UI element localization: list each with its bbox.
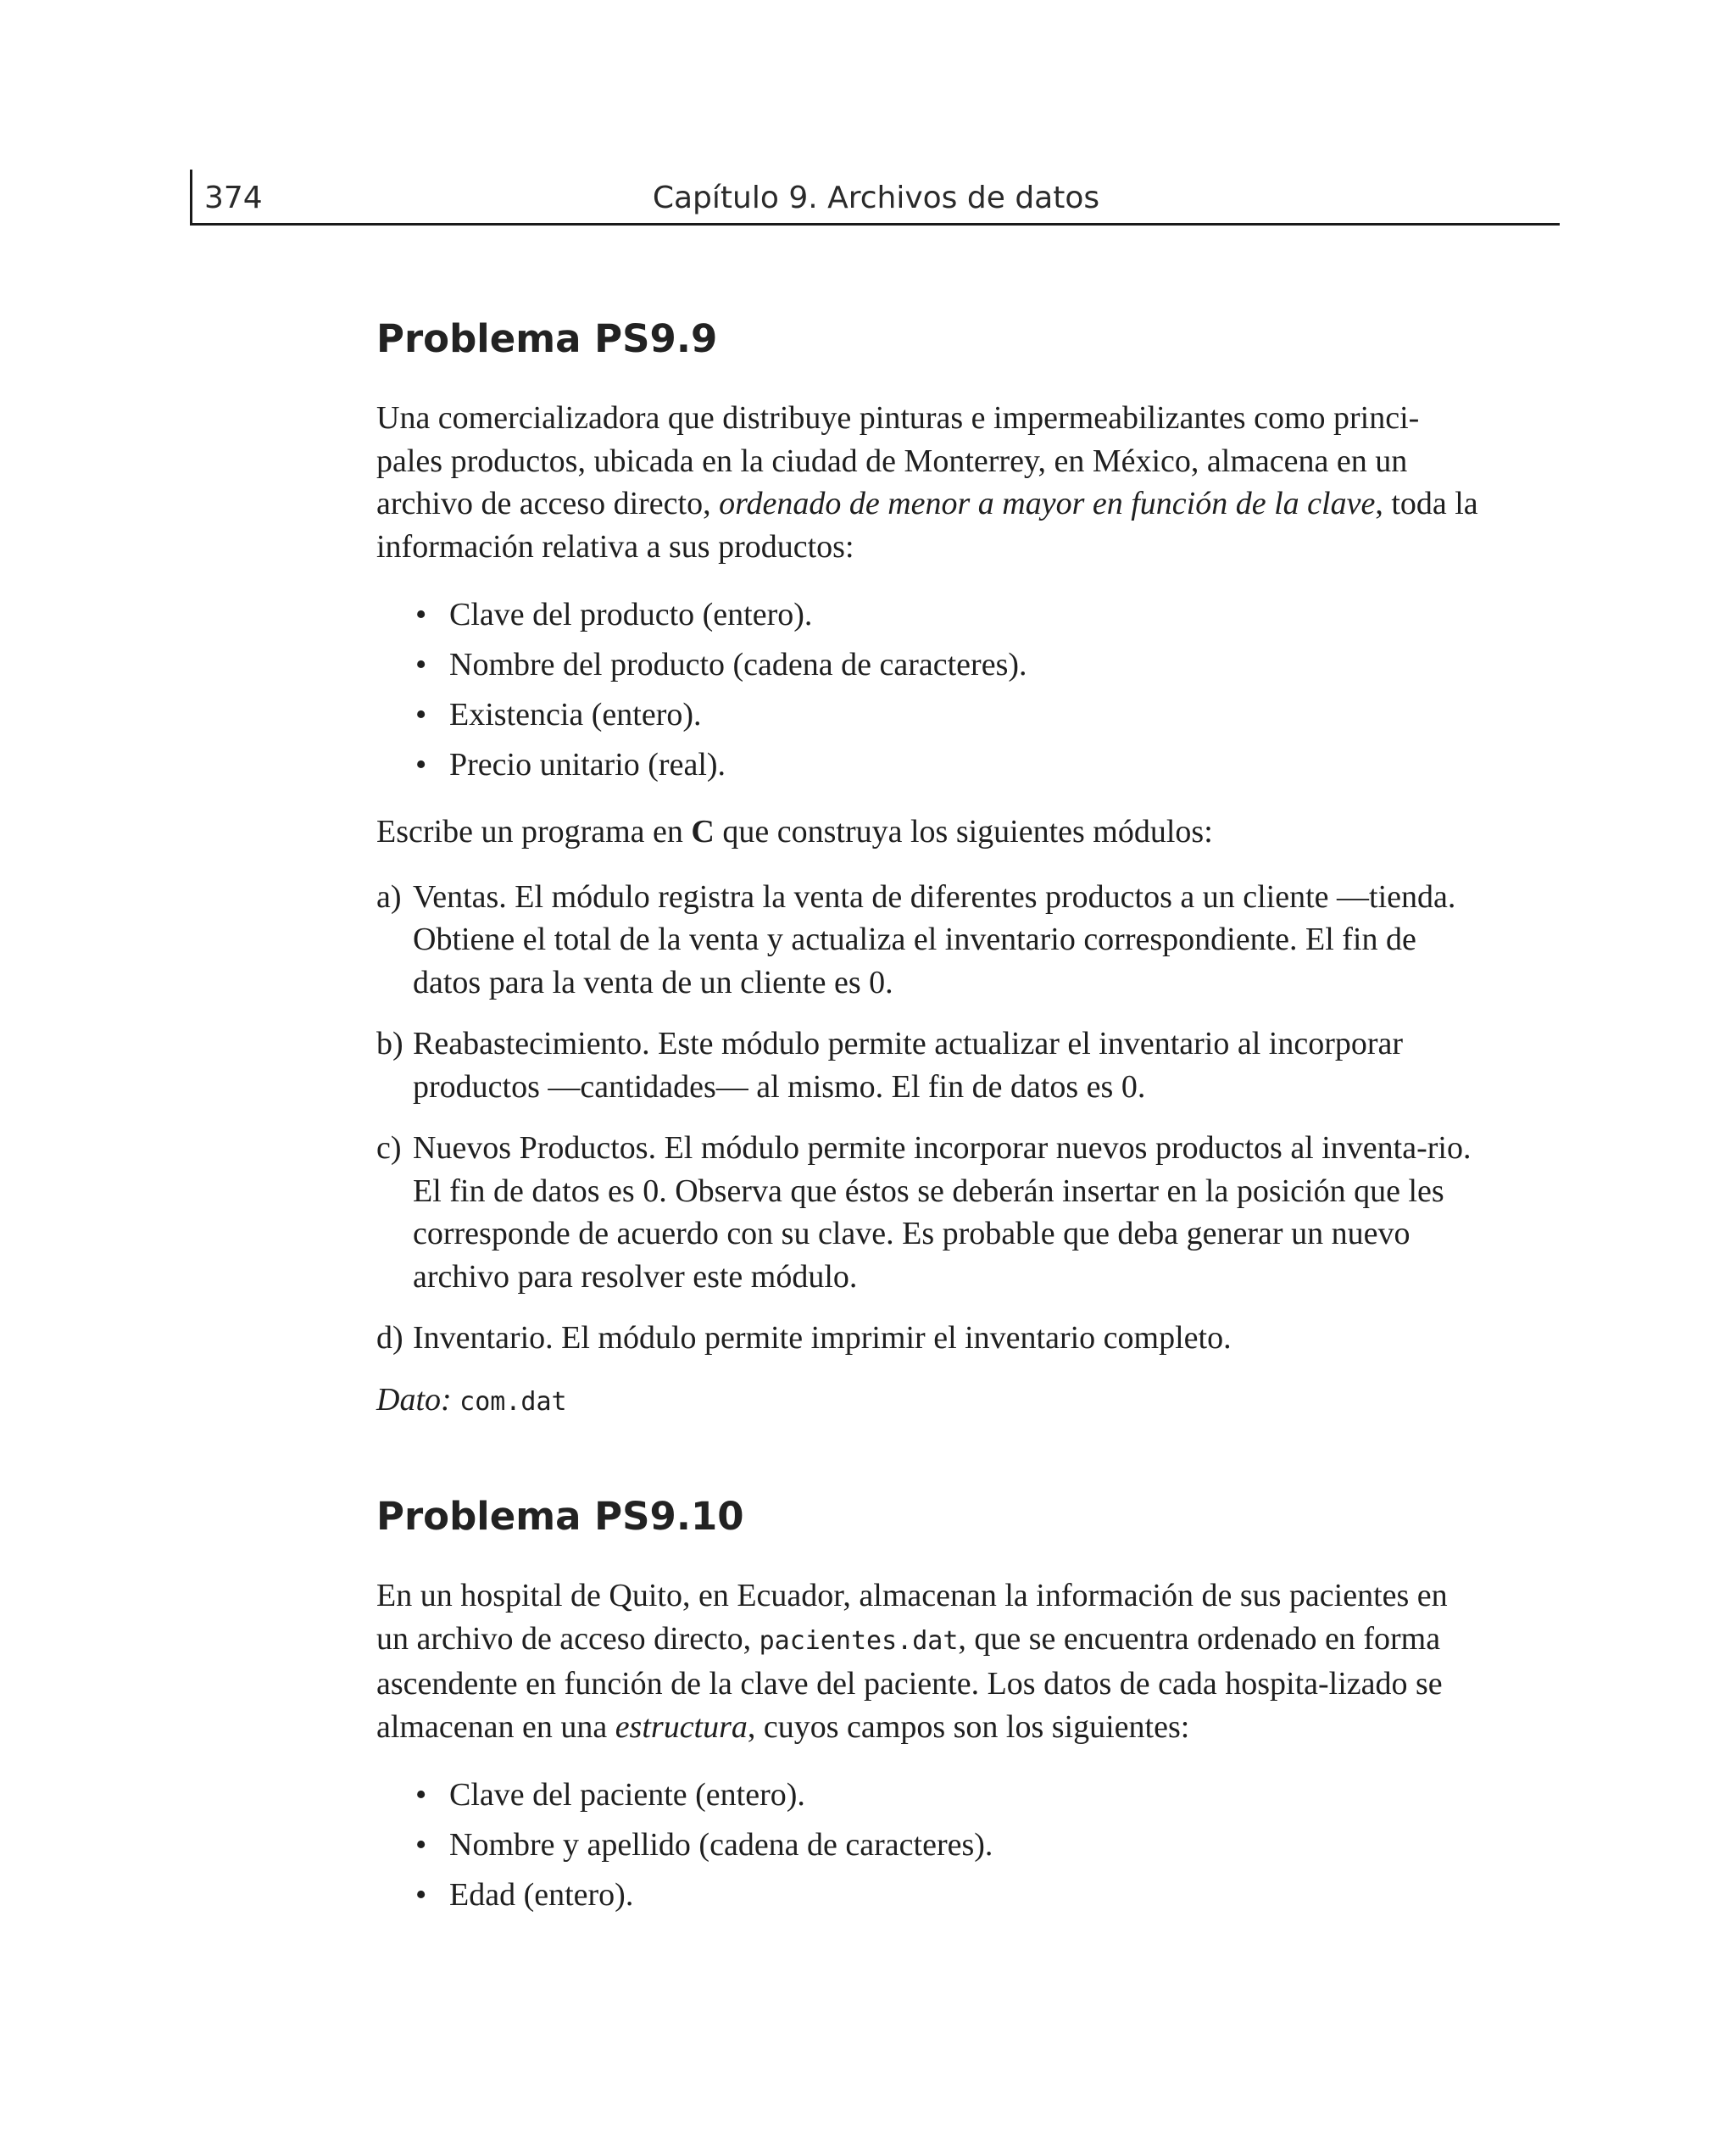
list-item [415,590,1478,640]
module-item [376,1127,1478,1298]
problem-title-ps9-9: Problema PS9.9 [376,316,718,361]
list-item-text: Clave del paciente (entero). [449,1777,805,1813]
intro-italic-text: estructura [615,1708,748,1745]
intro-italic-text: ordenado de menor a mayor en función de la clave [719,486,1376,521]
module-text: Ventas. El módulo registra la venta de diferentes productos a un cliente —tienda. Obtiene el total de la venta y actualiza el inventario correspondiente. El fin de datos para la venta de un cliente es 0. [413,878,1456,1000]
patient-fields-list [376,1770,1478,1920]
intro-text-end: , toda la información relativa a sus productos: [376,486,1478,565]
problem-ps9-9-intro [376,397,1478,568]
bullet-icon: • [415,647,427,682]
module-marker: a) [376,878,402,915]
list-item [415,1820,1478,1870]
intro-text: En un hospital de Quito, en Ecuador, almacenan la información de sus pacientes en un archivo de acceso directo, [376,1578,1448,1657]
intro-text: , que se encuentra ordenado en forma ascendente en función de la clave del paciente. Los datos de cada hospita-lizado se almacenan en una [376,1620,1443,1745]
intro-text-end: , cuyos campos son los siguientes: [747,1708,1190,1745]
patients-file-name: pacientes.dat [759,1625,959,1656]
problem-ps9-10-intro [376,1574,1478,1748]
data-label: Dato: [376,1381,452,1418]
list-item [415,1870,1478,1920]
list-item [415,740,1478,790]
data-file-line [376,1379,1478,1424]
task-statement [376,811,1478,854]
problem-title-ps9-10: Problema PS9.10 [376,1494,744,1539]
bullet-icon: • [415,1827,427,1863]
page-content [376,314,1478,1941]
bullet-icon: • [415,1777,427,1813]
module-item [376,1317,1478,1360]
module-marker: c) [376,1130,402,1166]
page-number: 374 [204,181,263,215]
task-text-end: que construya los siguientes módulos: [714,814,1213,850]
list-item-text: Nombre del producto (cadena de caracteres). [449,647,1027,682]
bullet-icon: • [415,1877,427,1913]
task-text: Escribe un programa en [376,814,692,850]
running-header [190,170,1560,226]
module-item [376,1022,1478,1108]
bullet-icon: • [415,597,427,632]
data-file-name: com.dat [459,1386,567,1417]
product-fields-list [376,590,1478,790]
bullet-icon: • [415,747,427,783]
module-text: Inventario. El módulo permite imprimir el inventario completo. [413,1320,1232,1356]
module-text: Nuevos Productos. El módulo permite incorporar nuevos productos al inventa-rio. El fin de datos es 0. Observa que éstos se deberán insertar en la posición que les corresponde de acuerdo con su clave. Es probable que deba generar un nuevo archivo para resolver este módulo. [413,1130,1472,1295]
list-item [415,640,1478,690]
module-item [376,876,1478,1005]
list-item [415,690,1478,740]
list-item [415,1770,1478,1820]
module-marker: b) [376,1026,403,1061]
module-text: Reabastecimiento. Este módulo permite actualizar el inventario al incorporar productos —cantidades— al mismo. El fin de datos es 0. [413,1026,1404,1105]
intro-text: Una comercializadora que distribuye pinturas e impermeabilizantes como princi-pales productos, ubicada en la ciudad de Monterrey, en México, almacena en un archivo de acceso directo, [376,400,1420,521]
list-item-text: Precio unitario (real). [449,747,726,783]
list-item-text: Nombre y apellido (cadena de caracteres). [449,1827,993,1863]
list-item-text: Existencia (entero). [449,697,702,733]
list-item-text: Edad (entero). [449,1877,634,1913]
module-marker: d) [376,1320,403,1356]
language-name: C [691,814,715,850]
chapter-title: Capítulo 9. Archivos de datos [652,181,1100,215]
bullet-icon: • [415,697,427,733]
list-item-text: Clave del producto (entero). [449,597,813,632]
